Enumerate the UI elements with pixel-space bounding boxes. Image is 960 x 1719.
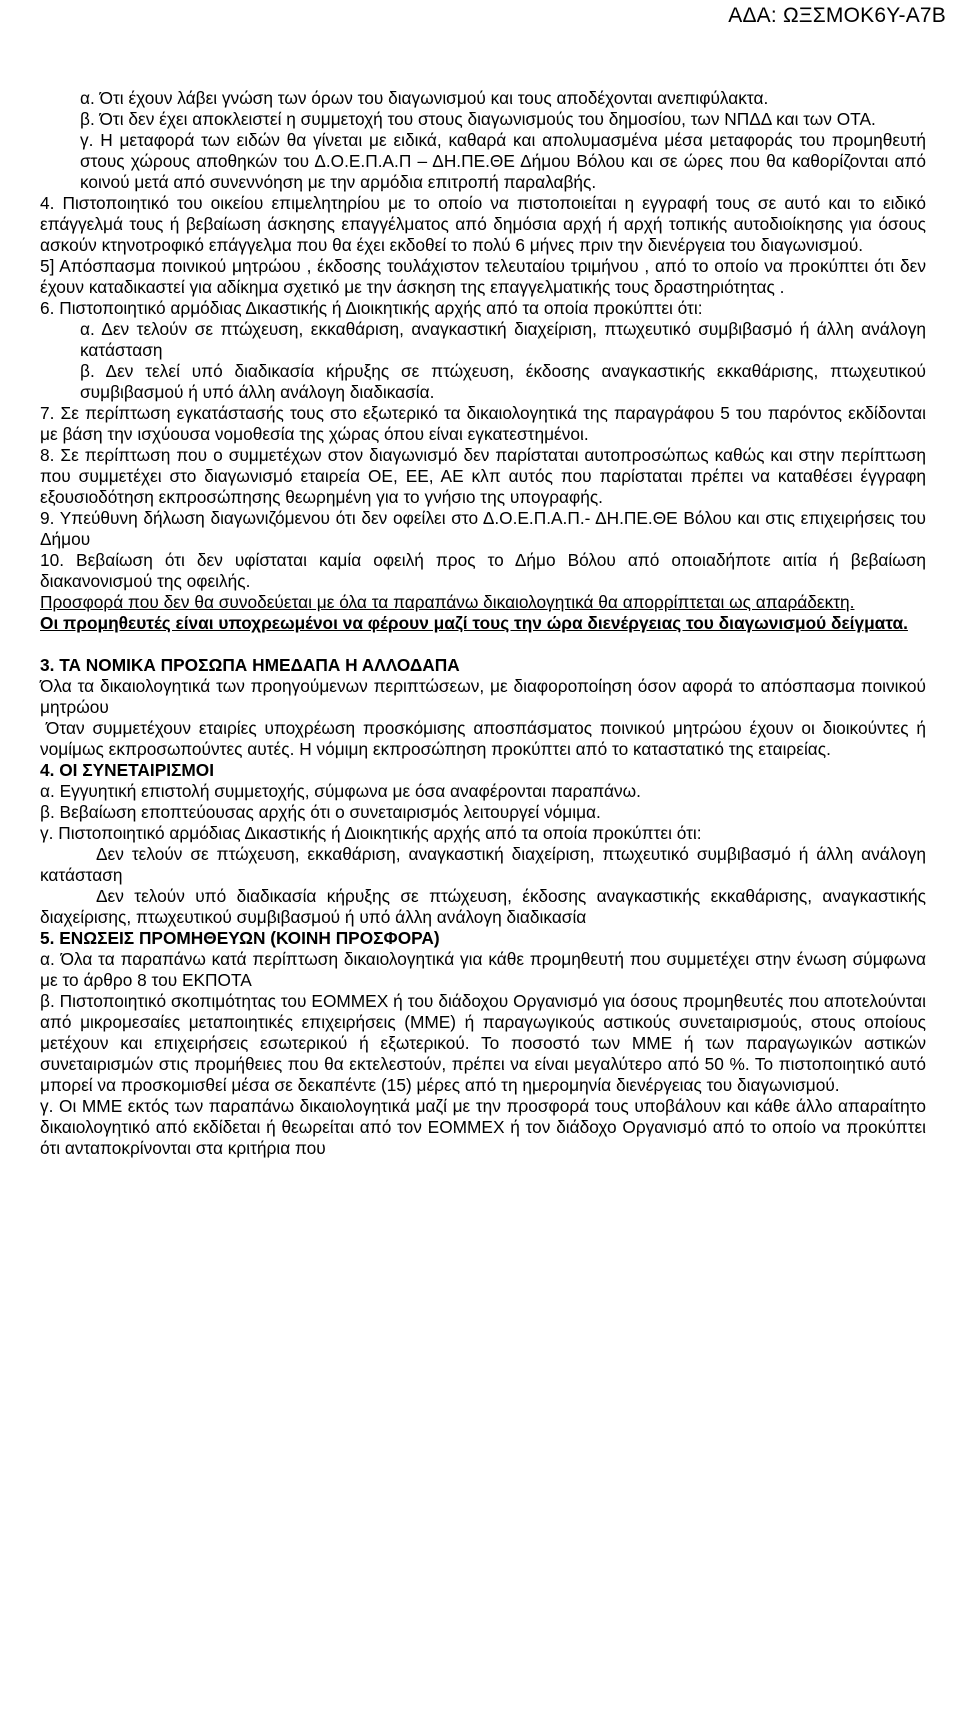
section-4-sub-1: Δεν τελούν σε πτώχευση, εκκαθάριση, αναγκαστική διαχείριση, πτωχευτικό συμβιβασμό ή άλλη ανάλογη κατάσταση	[40, 844, 926, 885]
spacer	[40, 634, 926, 655]
section-5-heading: 5. ΕΝΩΣΕΙΣ ΠΡΟΜΗΘΕΥΩΝ (ΚΟΙΝΗ ΠΡΟΣΦΟΡΑ)	[40, 928, 440, 948]
section-4-item-b: β. Βεβαίωση εποπτεύουσας αρχής ότι ο συνεταιρισμός λειτουργεί νόμιμα.	[40, 802, 601, 822]
section-4-sub-2: Δεν τελούν υπό διαδικασία κήρυξης σε πτώχευση, έκδοσης αναγκαστικής εκκαθάρισης, αναγκαστικής διαχείρισης, πτωχευτικού συμβιβασμού ή υπό άλλη ανάλογη διαδικασία	[40, 886, 926, 927]
paragraph-c: γ. Η μεταφορά των ειδών θα γίνεται με ειδικά, καθαρά και απολυμασμένα μέσα μεταφοράς του προμηθευτή στους χώρους αποθηκών του Δ.Ο.Ε.Π.Α.Π – ΔΗ.ΠΕ.ΘΕ Δήμου Βόλου και σε ώρες που θα καθορίζονται από κοινού μετά από συνεννόηση με την αρμόδια επιτροπή παραλαβής.	[80, 130, 926, 192]
section-4-heading: 4. ΟΙ ΣΥΝΕΤΑΙΡΙΣΜΟΙ	[40, 760, 215, 780]
paragraph-7: 7. Σε περίπτωση εγκατάστασής τους στο εξωτερικό τα δικαιολογητικά της παραγράφου 5 του παρόντος εκδίδονται με βάση την ισχύουσα νομοθεσία της χώρας όπου είναι εγκατεστημένοι.	[40, 403, 926, 444]
section-3-heading: 3. ΤΑ ΝΟΜΙΚΑ ΠΡΟΣΩΠΑ ΗΜΕΔΑΠΑ Η ΑΛΛΟΔΑΠΑ	[40, 655, 460, 675]
paragraph-6: 6. Πιστοποιητικό αρμόδιας Δικαστικής ή Διοικητικής αρχής από τα οποία προκύπτει ότι:	[40, 298, 703, 318]
section-3-paragraph-1: Όλα τα δικαιολογητικά των προηγούμενων περιπτώσεων, με διαφοροποίηση όσον αφορά το απόσπασμα ποινικού μητρώου	[40, 676, 926, 717]
paragraph-6a: α. Δεν τελούν σε πτώχευση, εκκαθάριση, αναγκαστική διαχείριση, πτωχευτικό συμβιβασμό ή άλλη ανάλογη κατάσταση	[80, 319, 926, 360]
section-3-paragraph-2: Όταν συμμετέχουν εταιρίες υποχρέωση προσκόμισης αποσπάσματος ποινικού μητρώου έχουν οι διοικούντες ή νομίμως εκπροσωπούντες αυτές. Η νόμιμη εκπροσώπηση προκύπτει από το καταστατικό της εταιρείας.	[40, 718, 926, 759]
paragraph-9: 9. Υπεύθυνη δήλωση διαγωνιζόμενου ότι δεν οφείλει στο Δ.Ο.Ε.Π.Α.Π.- ΔΗ.ΠΕ.ΘΕ Βόλου και στις επιχειρήσεις του Δήμου	[40, 508, 926, 549]
paragraph-5: 5] Απόσπασμα ποινικού μητρώου , έκδοσης τουλάχιστον τελευταίου τριμήνου , από το οποίο να προκύπτει ότι δεν έχουν καταδικαστεί για αδίκημα σχετικό με την άσκηση της επαγγελματικής τους δραστηριότητας .	[40, 256, 926, 297]
document-body	[40, 88, 926, 1159]
rejection-note: Προσφορά που δεν θα συνοδεύεται με όλα τα παραπάνω δικαιολογητικά θα απορρίπτεται ως απαράδεκτη.	[40, 592, 855, 612]
samples-note: Οι προμηθευτές είναι υποχρεωμένοι να φέρουν μαζί τους την ώρα διενέργειας του διαγωνισμού δείγματα.	[40, 613, 908, 633]
section-4-item-c: γ. Πιστοποιητικό αρμόδιας Δικαστικής ή Διοικητικής αρχής από τα οποία προκύπτει ότι:	[40, 823, 702, 843]
paragraph-10: 10. Βεβαίωση ότι δεν υφίσταται καμία οφειλή προς το Δήμο Βόλου από οποιαδήποτε αιτία ή βεβαίωση διακανονισμού της οφειλής.	[40, 550, 926, 591]
paragraph-b: β. Ότι δεν έχει αποκλειστεί η συμμετοχή του στους διαγωνισμούς του δημοσίου, των ΝΠΔΔ και των ΟΤΑ.	[80, 109, 876, 129]
section-5-item-c: γ. Οι ΜΜΕ εκτός των παραπάνω δικαιολογητικά μαζί με την προσφορά τους υποβάλουν και κάθε άλλο απαραίτητο δικαιολογητικό από εκδίδεται ή θεωρείται από τον ΕΟΜΜΕΧ ή τον διάδοχο Οργανισμό από το οποίο να προκύπτει ότι ανταποκρίνονται στα κριτήρια που	[40, 1096, 926, 1158]
paragraph-8: 8. Σε περίπτωση που ο συμμετέχων στον διαγωνισμό δεν παρίσταται αυτοπροσώπως καθώς και στην περίπτωση που συμμετέχει στο διαγωνισμό εταιρεία ΟΕ, ΕΕ, ΑΕ κλπ αυτός που παρίσταται πρέπει να καταθέσει έγγραφη εξουσιοδότηση εκπροσώπησης θεωρημένη για το γνήσιο της υπογραφής.	[40, 445, 926, 507]
paragraph-a: α. Ότι έχουν λάβει γνώση των όρων του διαγωνισμού και τους αποδέχονται ανεπιφύλακτα.	[80, 88, 769, 108]
paragraph-4: 4. Πιστοποιητικό του οικείου επιμελητηρίου με το οποίο να πιστοποιείται η εγγραφή τους σε αυτό και το ειδικό επάγγελμά τους ή βεβαίωση άσκησης επαγγέλματος από δημόσια αρχή ή αρχή τοπικής αυτοδιοίκησης για όσους ασκούν κτηνοτροφικό επάγγελμα που θα έχει εκδοθεί το πολύ 6 μήνες πριν την διενέργεια του διαγωνισμού.	[40, 193, 926, 255]
paragraph-6b: β. Δεν τελεί υπό διαδικασία κήρυξης σε πτώχευση, έκδοσης αναγκαστικής εκκαθάρισης, πτωχευτικού συμβιβασμού ή υπό άλλη ανάλογη διαδικασία.	[80, 361, 926, 402]
section-4-item-a: α. Εγγυητική επιστολή συμμετοχής, σύμφωνα με όσα αναφέρονται παραπάνω.	[40, 781, 641, 801]
section-5-item-b: β. Πιστοποιητικό σκοπιμότητας του ΕΟΜΜΕΧ ή του διάδοχου Οργανισμό για όσους προμηθευτές που αποτελούνται από μικρομεσαίες μεταποιητικές επιχειρήσεις (ΜΜΕ) ή παραγωγικούς αστικούς συνεταιρισμούς, στους οποίους μετέχουν και επιχειρήσεις εσωτερικού ή εξωτερικού. Το ποσοστό των ΜΜΕ ή των παραγωγικών αστικών συνεταιρισμών στις προμήθειες που θα εκτελεστούν, πρέπει να είναι μεγαλύτερο από 50 %. Το πιστοποιητικό αυτό μπορεί να προσκομισθεί μέσα σε δεκαπέντε (15) μέρες από τη ημερομηνία διενέργειας του διαγωνισμού.	[40, 991, 926, 1095]
section-5-item-a: α. Όλα τα παραπάνω κατά περίπτωση δικαιολογητικά για κάθε προμηθευτή που συμμετέχει στην ένωση σύμφωνα με το άρθρο 8 του ΕΚΠΟΤΑ	[40, 949, 926, 990]
ada-code: ΑΔΑ: ΩΞΣΜΟΚ6Υ-Α7Β	[728, 4, 946, 27]
